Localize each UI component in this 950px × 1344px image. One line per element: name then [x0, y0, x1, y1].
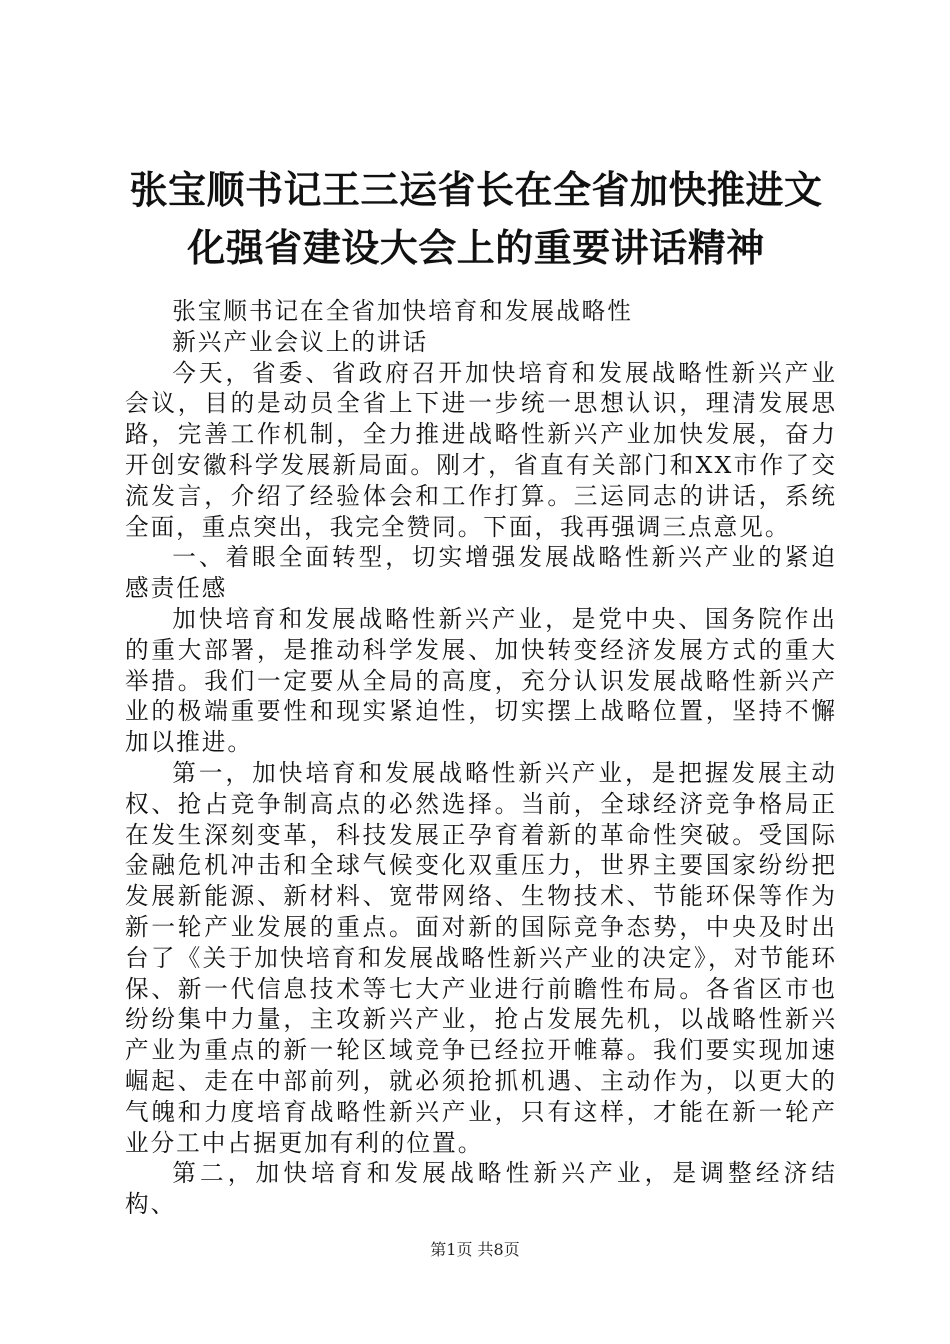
paragraph-intro: 今天，省委、省政府召开加快培育和发展战略性新兴产业会议，目的是动员全省上下进一步统一思想认识，理清发展思路，完善工作机制，全力推进战略性新兴产业加快发展，奋力开创安徽科学发展新局面。刚才，省直有关部门和XX市作了交流发言，介绍了经验体会和工作打算。三运同志的讲话，系统全面，重点突出，我完全赞同。下面，我再强调三点意见。: [125, 358, 837, 541]
section-heading-one: 一、着眼全面转型，切实增强发展战略性新兴产业的紧迫感责任感: [125, 543, 837, 603]
page-number-footer: 第1页 共8页: [430, 1240, 520, 1259]
document-body: [125, 296, 837, 1220]
document-title: 张宝顺书记王三运省长在全省加快推进文化强省建设大会上的重要讲话精神: [129, 167, 823, 270]
speech-subtitle-line-1: 张宝顺书记在全省加快培育和发展战略性: [172, 297, 633, 325]
paragraph-point-one: 第一，加快培育和发展战略性新兴产业，是把握发展主动权、抢占竞争制高点的必然选择。当前，全球经济竞争格局正在发生深刻变革，科技发展正孕育着新的革命性突破。受国际金融危机冲击和全球气候变化双重压力，世界主要国家纷纷把发展新能源、新材料、宽带网络、生物技术、节能环保等作为新一轮产业发展的重点。面对新的国际竞争态势，中央及时出台了《关于加快培育和发展战略性新兴产业的决定》，对节能环保、新一代信息技术等七大产业进行前瞻性布局。各省区市也纷纷集中力量，主攻新兴产业，抢占发展先机，以战略性新兴产业为重点的新一轮区域竞争已经拉开帷幕。我们要实现加速崛起、走在中部前列，就必须抢抓机遇、主动作为，以更大的气魄和力度培育战略性新兴产业，只有这样，才能在新一轮产业分工中占据更加有利的位置。: [125, 758, 837, 1157]
paragraph-section-one: 加快培育和发展战略性新兴产业，是党中央、国务院作出的重大部署，是推动科学发展、加快转变经济发展方式的重大举措。我们一定要从全局的高度，充分认识发展战略性新兴产业的极端重要性和现实紧迫性，切实摆上战略位置，坚持不懈加以推进。: [125, 604, 837, 757]
paragraph-point-two: 第二，加快培育和发展战略性新兴产业，是调整经济结构、: [125, 1159, 837, 1219]
speech-subtitle-line-2: 新兴产业会议上的讲话: [172, 327, 429, 356]
